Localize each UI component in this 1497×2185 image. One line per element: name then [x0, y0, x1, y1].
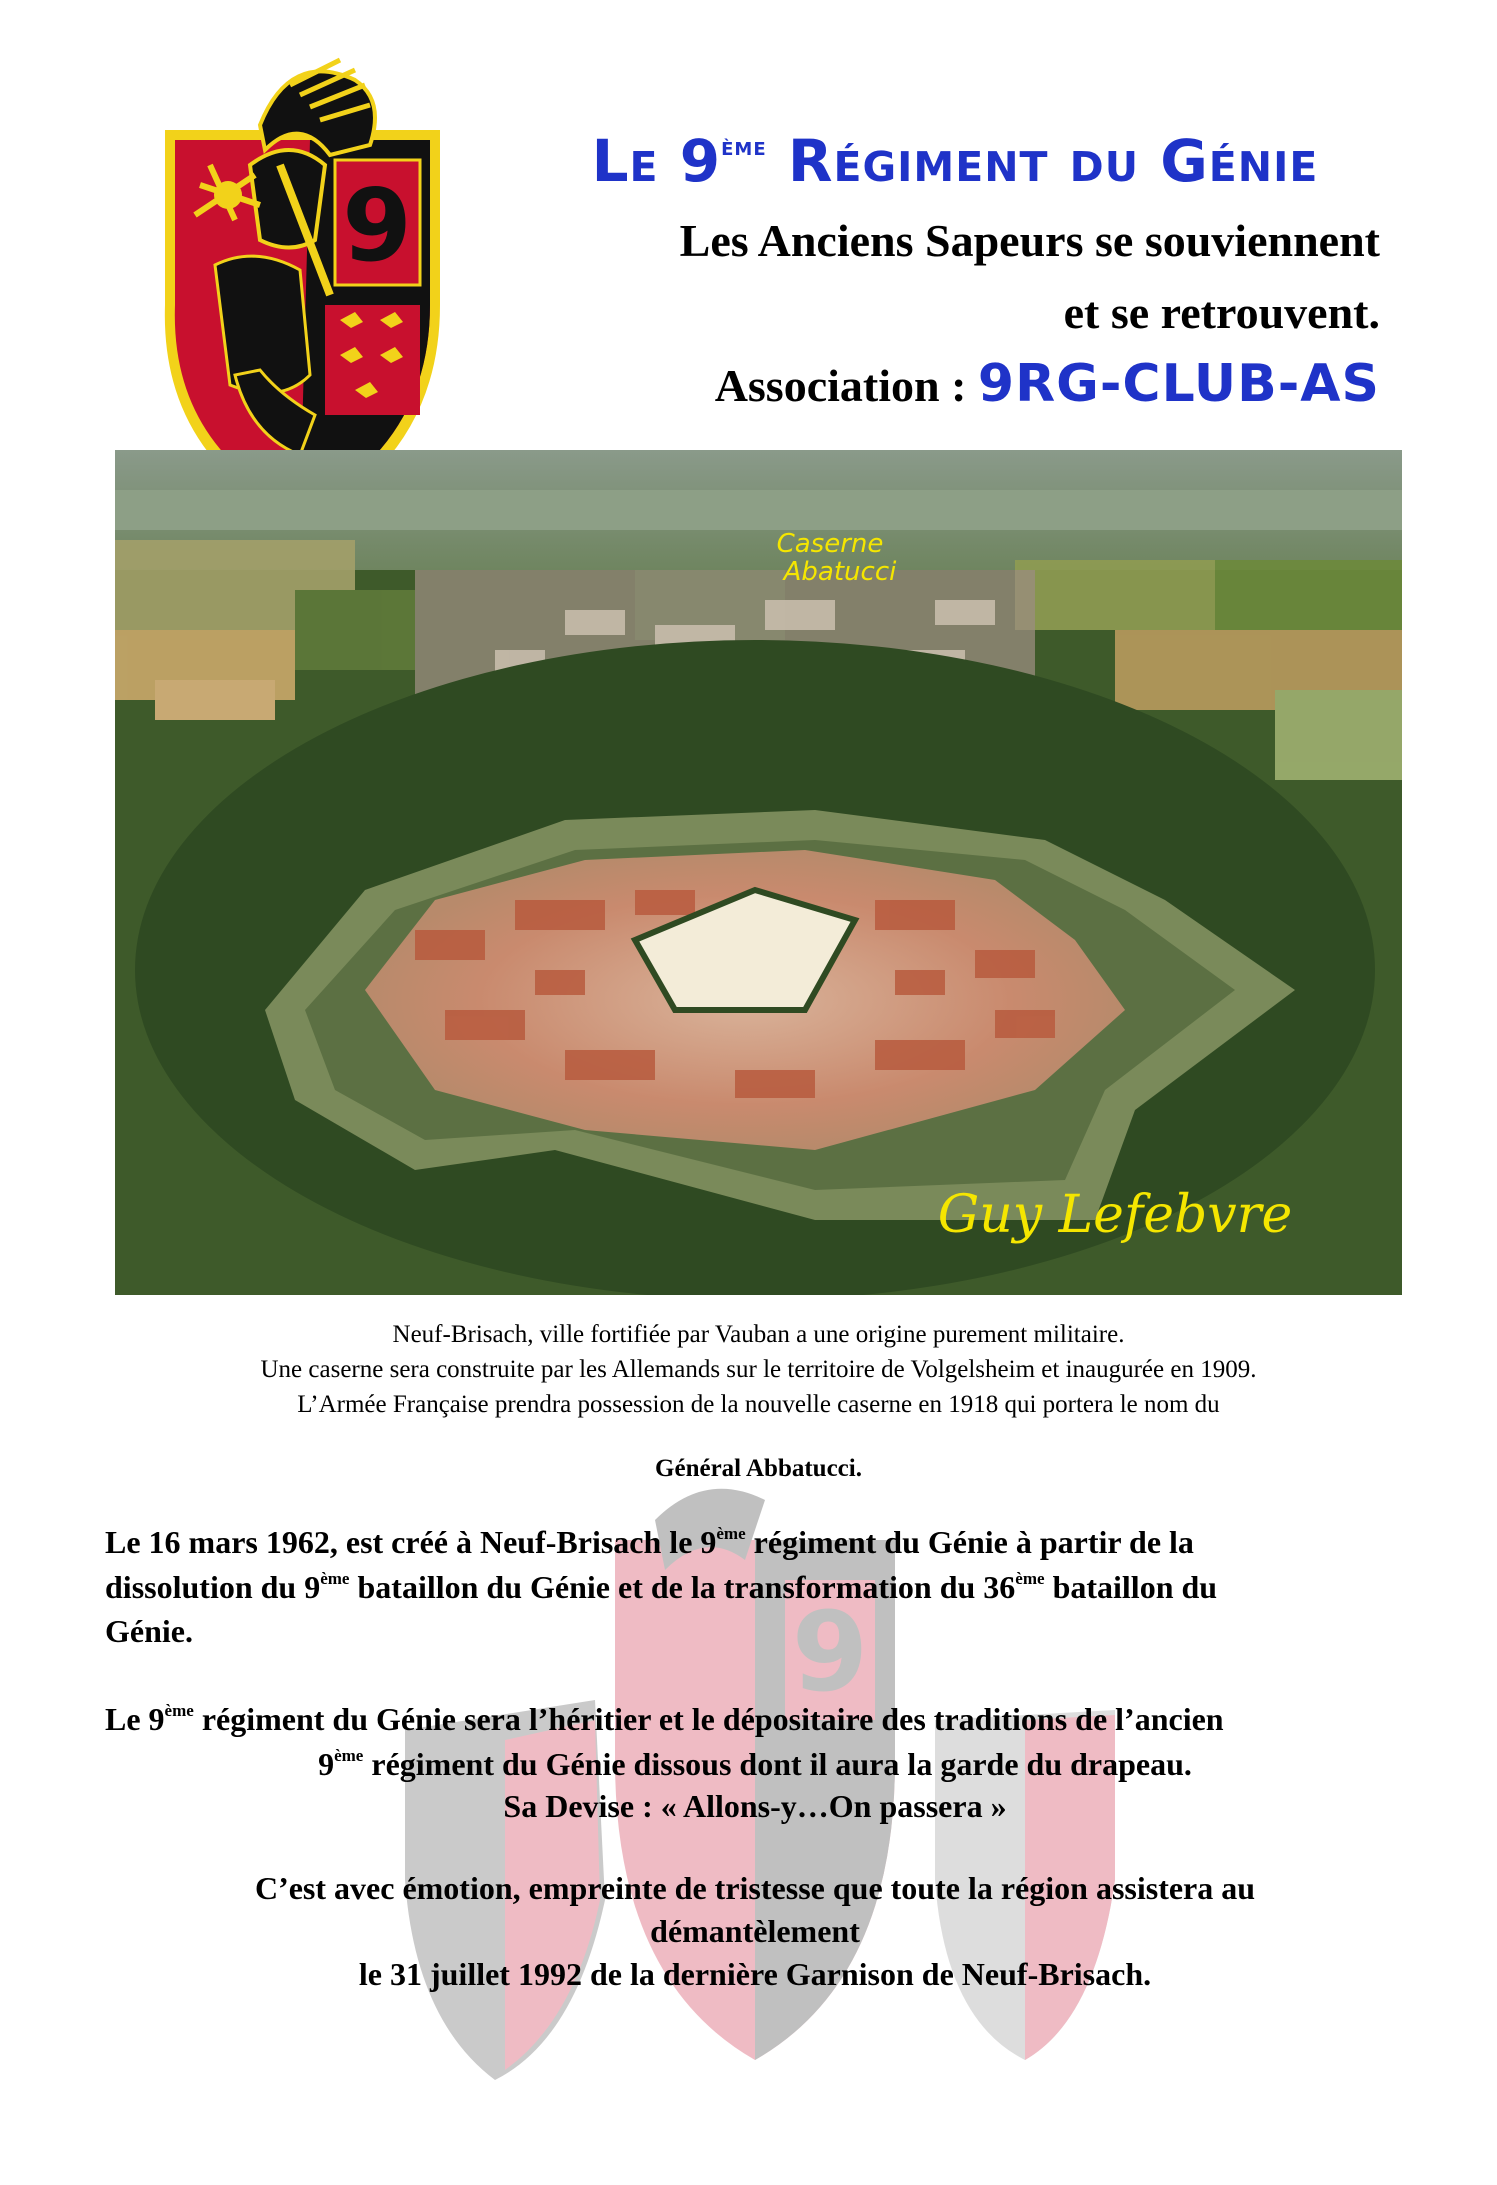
- paragraph1-line3: Génie.: [105, 1613, 193, 1649]
- caserne-label-line2: Abatucci: [783, 557, 897, 587]
- p1-l1-a: Le 16 mars 1962, est créé à Neuf-Brisach le 9: [105, 1524, 717, 1560]
- aerial-photo-neuf-brisach: [115, 450, 1402, 1295]
- paragraph2-line1: [105, 1702, 1405, 1735]
- paragraph2-line2: [105, 1747, 1405, 1780]
- crest-number: 9: [342, 167, 412, 284]
- p2-l1-b: régiment du Génie sera l’héritier et le dépositaire des traditions de l’ancien: [193, 1701, 1224, 1737]
- motto: Sa Devise : « Allons-y…On passera »: [503, 1788, 1007, 1824]
- caserne-label-line1: Caserne: [776, 529, 884, 559]
- p2-l2-a: 9: [318, 1746, 335, 1782]
- p1-l2-c: bataillon du: [1044, 1569, 1218, 1605]
- svg-text:9: 9: [791, 1588, 869, 1716]
- p1-l1-b: régiment du Génie à partir de la: [745, 1524, 1194, 1560]
- title-suffix: Régiment du Génie: [766, 127, 1319, 195]
- paragraph1-line1: [105, 1525, 1405, 1558]
- page-title: [520, 127, 1390, 195]
- p1-l2-sup2: ème: [1015, 1569, 1045, 1588]
- title-sup: ème: [721, 132, 767, 162]
- p2-l2-b: régiment du Génie dissous dont il aura la garde du drapeau.: [363, 1746, 1192, 1782]
- p1-l1-sup: ème: [716, 1524, 746, 1543]
- p1-l2-sup1: ème: [320, 1569, 350, 1588]
- photo-credit: Guy Lefebvre: [937, 1185, 1293, 1245]
- subtitle-line2: et se retrouvent.: [1063, 287, 1380, 338]
- paragraph3-line1: C’est avec émotion, empreinte de tristesse que toute la région assistera au: [254, 1870, 1256, 1906]
- association-line: [500, 354, 1380, 414]
- p2-l1-a: Le 9: [105, 1701, 165, 1737]
- paragraph3-line3: le 31 juillet 1992 de la dernière Garnison de Neuf-Brisach.: [358, 1956, 1152, 1992]
- p1-l2-a: dissolution du 9: [105, 1569, 321, 1605]
- caption-line3: L’Armée Française prendra possession de la nouvelle caserne en 1918 qui portera le nom du: [297, 1391, 1220, 1418]
- caption-line1: Neuf-Brisach, ville fortifiée par Vauban a une origine purement militaire.: [392, 1321, 1125, 1348]
- association-name: 9RG-CLUB-AS: [977, 354, 1380, 414]
- subtitle-line1: Les Anciens Sapeurs se souviennent: [679, 215, 1380, 266]
- p2-l1-sup: ème: [164, 1701, 194, 1720]
- paragraph3-line2: démantèlement: [650, 1913, 860, 1949]
- caption-line2: Une caserne sera construite par les Allemands sur le territoire de Volgelsheim et inaugurée en 1909.: [260, 1356, 1257, 1383]
- association-label: Association :: [714, 360, 978, 411]
- caption-line4: Général Abbatucci.: [655, 1455, 862, 1482]
- p1-l2-b: bataillon du Génie et de la transformation du 36: [349, 1569, 1016, 1605]
- paragraph1-line2: [105, 1570, 1405, 1603]
- title-prefix: Le 9: [591, 127, 722, 195]
- p2-l2-sup: ème: [334, 1746, 364, 1765]
